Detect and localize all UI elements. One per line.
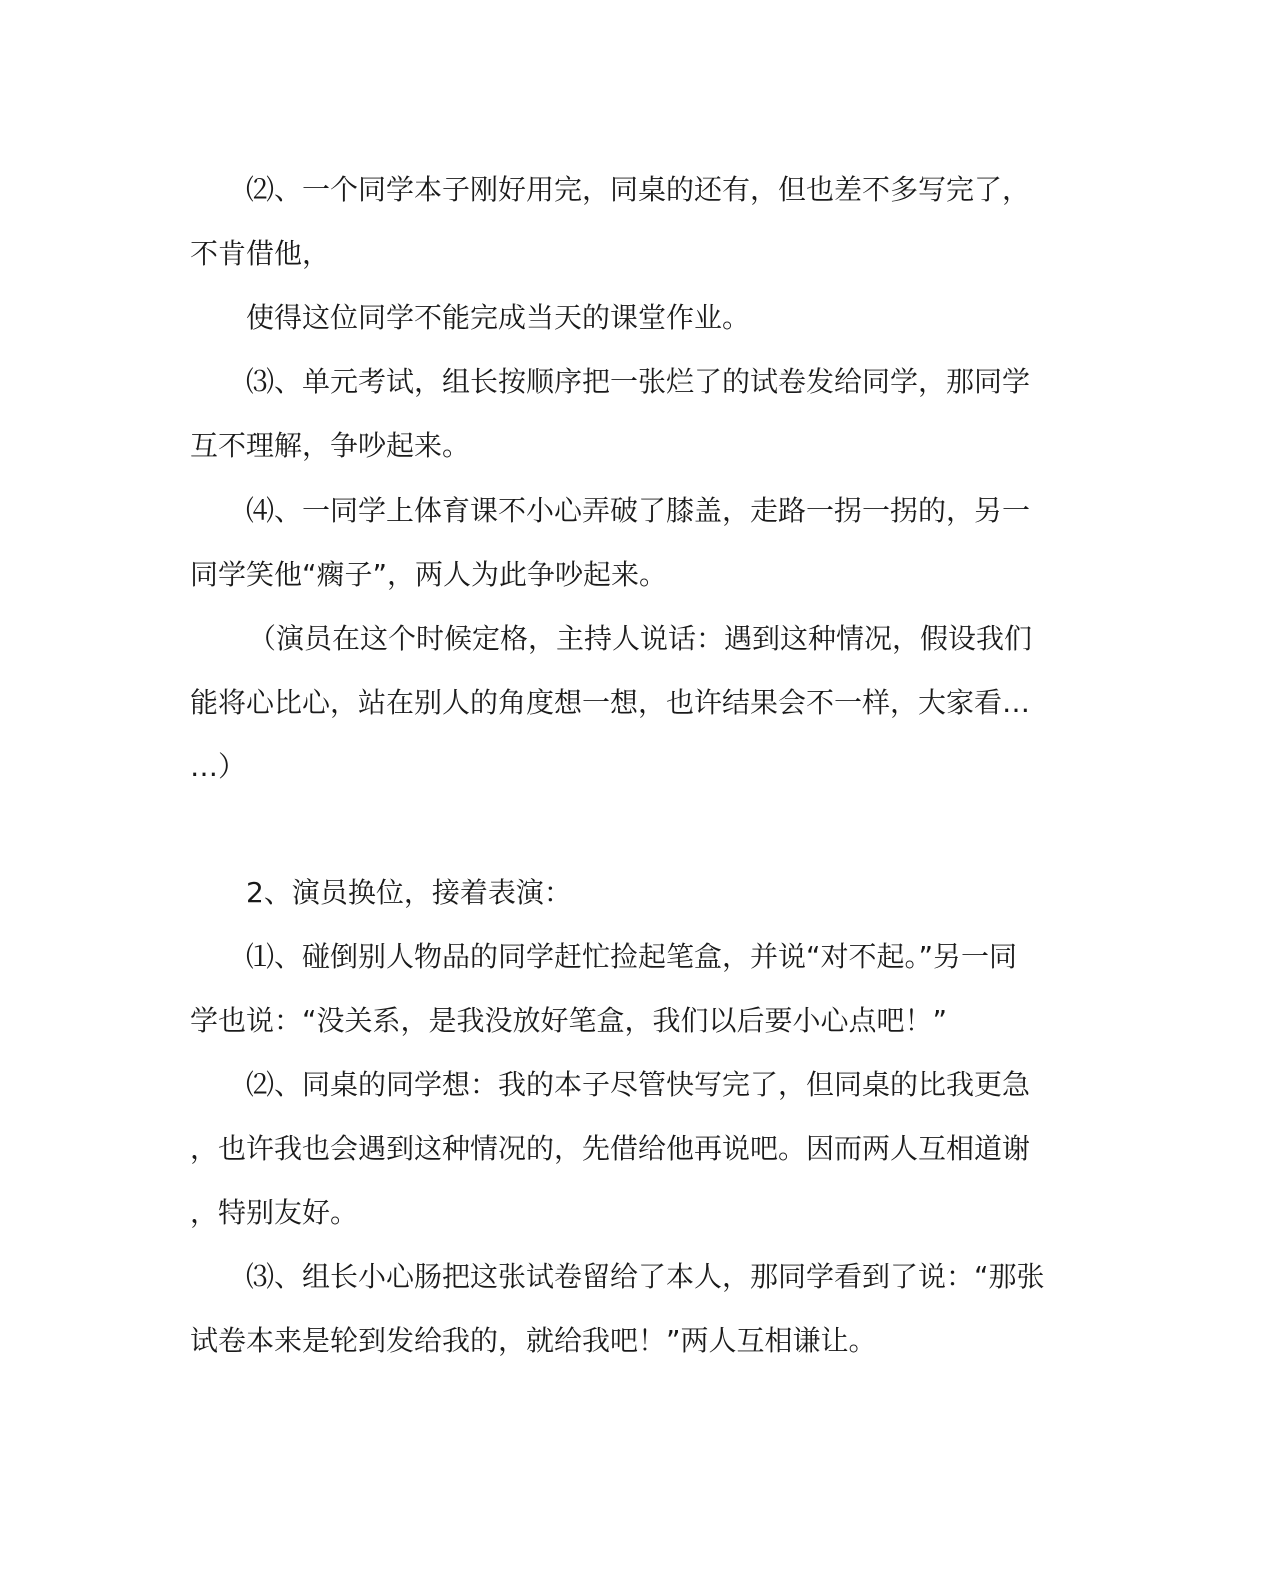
text-line: 互不理解，争吵起来。	[190, 429, 471, 462]
text-line: 同学笑他“瘸子”，两人为此争吵起来。	[190, 558, 668, 591]
text-line: 使得这位同学不能完成当天的课堂作业。	[246, 301, 751, 334]
text-line: ⑷、一同学上体育课不小心弄破了膝盖，走路一拐一拐的，另一	[246, 494, 1031, 527]
text-line: 试卷本来是轮到发给我的，就给我吧！”两人互相谦让。	[190, 1324, 877, 1357]
text-line: 学也说：“没关系，是我没放好笔盒，我们以后要小心点吧！”	[190, 1004, 948, 1037]
text-line: …）	[190, 750, 247, 783]
text-line: ，也许我也会遇到这种情况的，先借给他再说吧。因而两人互相道谢	[190, 1132, 1031, 1165]
text-line: ⑶、组长小心肠把这张试卷留给了本人，那同学看到了说：“那张	[246, 1260, 1045, 1293]
text-line: ⑵、一个同学本子刚好用完，同桌的还有，但也差不多写完了，	[246, 173, 1031, 206]
text-line: ⑶、单元考试，组长按顺序把一张烂了的试卷发给同学，那同学	[246, 365, 1031, 398]
text-line: （演员在这个时候定格，主持人说话：遇到这种情况，假设我们	[248, 622, 1033, 655]
text-line: ，特别友好。	[190, 1196, 359, 1229]
text-line: 能将心比心，站在别人的角度想一想，也许结果会不一样，大家看…	[190, 686, 1031, 719]
text-line: 2、演员换位，接着表演：	[246, 876, 572, 909]
text-line: ⑴、碰倒别人物品的同学赶忙捡起笔盒，并说“对不起。”另一同	[246, 940, 1018, 973]
text-line: ⑵、同桌的同学想：我的本子尽管快写完了，但同桌的比我更急	[246, 1068, 1031, 1101]
text-line: 不肯借他，	[190, 237, 331, 270]
